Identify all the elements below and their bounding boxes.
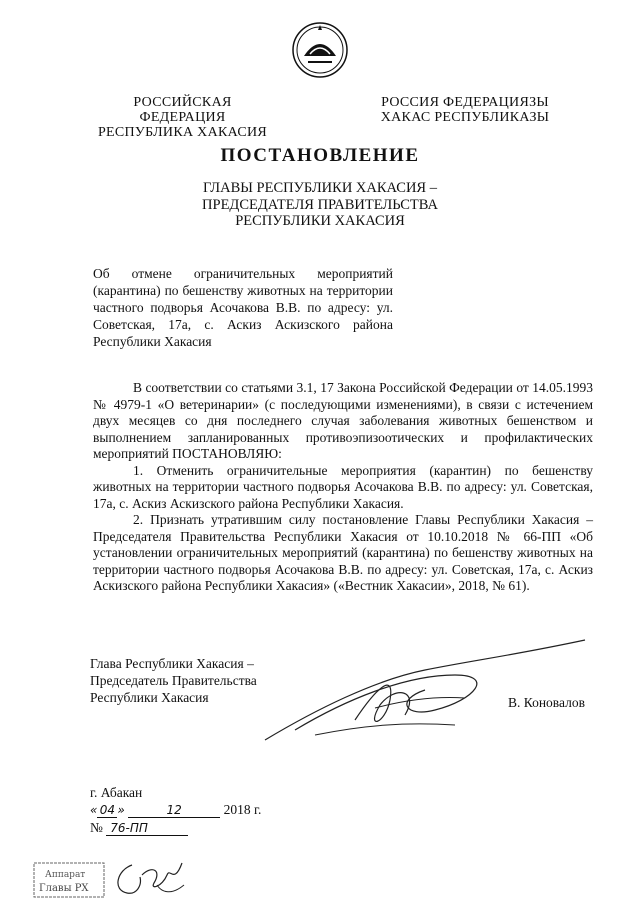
document-date [90, 802, 261, 818]
date-year: 2018 г. [223, 802, 262, 817]
header-left [90, 95, 275, 140]
coat-of-arms-emblem [290, 20, 350, 80]
header-right [380, 95, 550, 125]
signatory-line3: Республики Хакасия [90, 690, 209, 705]
stamp-line1: Аппарат [45, 870, 86, 880]
number-prefix: № [90, 820, 103, 835]
body-item-1: 1. Отменить ограничительные мероприятия (карантин) по бешенству животных на территории частного подворья Асочакова В.В. по адресу: ул. Советская, 17а, с. Аскиз Аскизского района Республики Хакасия. [93, 462, 593, 511]
handwritten-initials [112, 855, 192, 900]
document-subject: Об отмене ограничительных мероприятий (карантина) по бешенству животных на территории частного подворья Асочакова В.В. по адресу: ул. Советская, 17а, с. Аскиз Аскизского района Республики Хакасия [93, 266, 393, 349]
signatory-line2: Председатель Правительства [90, 673, 257, 688]
header-right-line2: ХАКАС РЕСПУБЛИКАЗЫ [380, 110, 550, 125]
header-left-line1: РОССИЙСКАЯ ФЕДЕРАЦИЯ [133, 95, 232, 125]
date-day: 04 [97, 803, 117, 818]
subtitle-line3: РЕСПУБЛИКИ ХАКАСИЯ [235, 213, 405, 229]
date-open-quote: « [90, 803, 98, 817]
date-close-quote: » [117, 803, 125, 817]
document-subtitle [160, 180, 480, 230]
body-intro: В соответствии со статьями 3.1, 17 Закона Российской Федерации от 14.05.1993 № 4979-1 «О ветеринарии» (с последующими изменениями), в связи с истечением двух месяцев со дня последнего случая заболевания животных бешенством и выполнением запланированных противоэпизоотических и профилактических мероприятий ПОСТАНОВЛЯЮ: [93, 380, 593, 461]
city: г. Абакан [90, 785, 143, 800]
body-item-2: 2. Признать утратившим силу постановление Главы Республики Хакасия – Председателя Правительства Республики Хакасия от 10.10.2018 № 66-ПП «Об установлении ограничительных мероприятий (карантина) по бешенству животных на территории частного подворья Асочакова В.В. по адресу: ул. Советская, 17а, с. Аскиз Аскизского района Республики Хакасия» («Вестник Хакасии», 2018, № 61). [93, 512, 593, 593]
header-left-line2: РЕСПУБЛИКА ХАКАСИЯ [97, 125, 268, 140]
registry-stamp [33, 862, 105, 898]
subtitle-line1: ГЛАВЫ РЕСПУБЛИКИ ХАКАСИЯ – [203, 180, 437, 196]
stamp-line2: Главы РХ [39, 883, 89, 894]
document-body [93, 380, 593, 595]
subtitle-line2: ПРЕДСЕДАТЕЛЯ ПРАВИТЕЛЬСТВА [202, 196, 438, 213]
handwritten-signature [255, 630, 595, 750]
header-right-line1: РОССИЯ ФЕДЕРАЦИЯЗЫ [381, 95, 549, 110]
document-number [90, 820, 188, 836]
number-value: 76-ПП [106, 821, 188, 836]
date-month: 12 [128, 803, 220, 818]
signatory-line1: Глава Республики Хакасия – [90, 656, 254, 671]
document-title: ПОСТАНОВЛЕНИЕ [220, 145, 420, 166]
signatory-name: В. Коновалов [508, 695, 585, 710]
